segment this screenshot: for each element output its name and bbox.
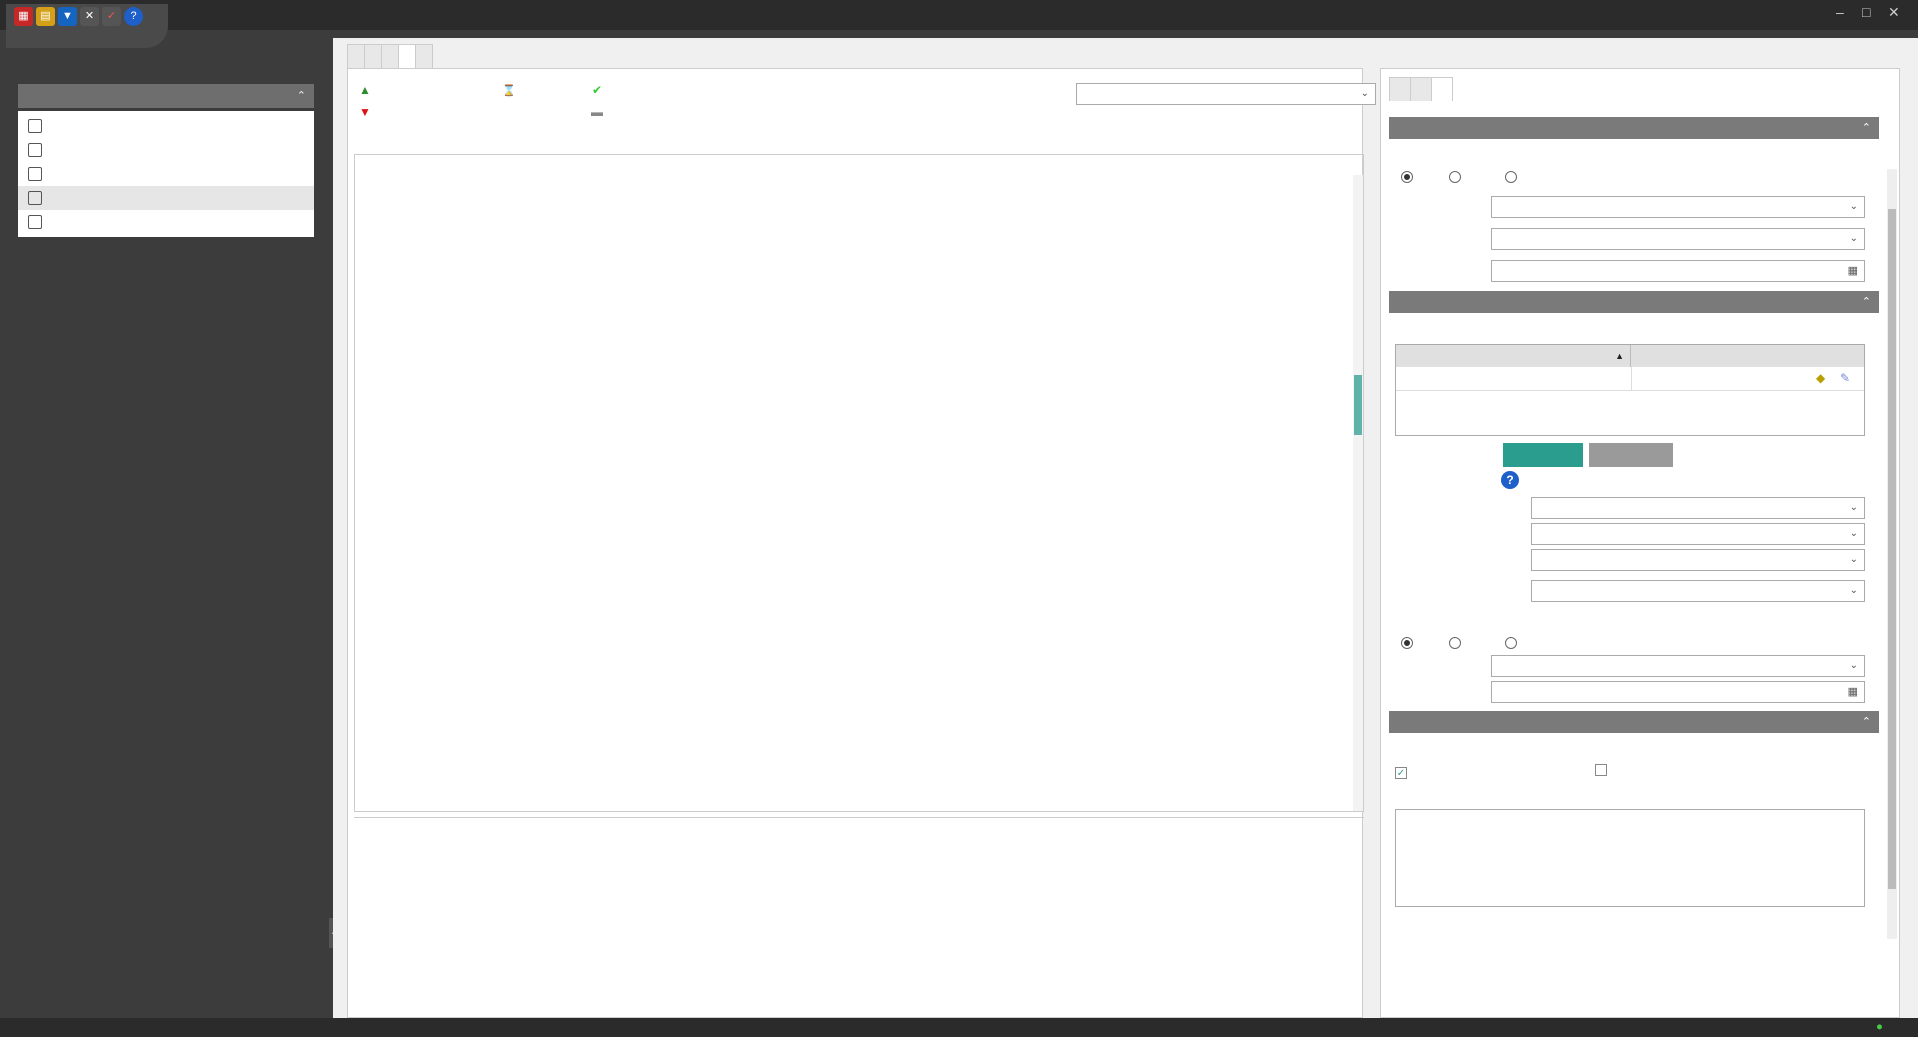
radio-ja-2[interactable] (1401, 636, 1417, 650)
sub-item-auswahlkriterien[interactable] (18, 138, 314, 162)
chevron-down-icon: ⌄ (1849, 660, 1858, 671)
main-area (333, 38, 1918, 1018)
help-icon[interactable]: ? (124, 7, 143, 26)
title-bar (0, 0, 1918, 30)
link-table (1395, 344, 1865, 436)
calendar-icon[interactable]: ▦ (1847, 686, 1858, 698)
section-1-header[interactable] (1389, 117, 1879, 139)
scrollbar-thumb[interactable] (1888, 209, 1896, 889)
chevron-down-icon: ⌄ (1849, 233, 1858, 244)
neu-button[interactable] (1503, 443, 1583, 467)
loeschen-button[interactable] (1589, 443, 1673, 467)
radio-nein-1[interactable] (1449, 170, 1465, 184)
chevron-down-icon: ⌄ (1849, 201, 1858, 212)
chevron-down-icon: ⌄ (1849, 528, 1858, 539)
sub-item-manuelle-recherche[interactable] (18, 162, 314, 186)
legend-positive (358, 83, 378, 97)
minimize-icon[interactable]: – (1836, 4, 1844, 20)
ausgewertet2-select[interactable] (1491, 655, 1865, 677)
document-icon (28, 215, 42, 229)
tab-suchkriterien[interactable] (347, 44, 365, 68)
edit-link-icon[interactable]: ✎ (1840, 371, 1851, 385)
chevron-up-icon: ⌃ (1861, 296, 1871, 308)
user-icon: ● (1876, 1021, 1883, 1033)
app-logo-icon: ▦ (14, 7, 33, 26)
filter-select[interactable] (1076, 83, 1376, 105)
checkbox-sicherheit[interactable] (1395, 763, 1411, 779)
spellcheck-icon[interactable]: ✓ (102, 7, 121, 26)
legend-not-started (590, 105, 610, 119)
chevron-down-icon: ⌄ (1849, 554, 1858, 565)
geraet-select[interactable] (1531, 497, 1865, 519)
sort-asc-icon: ▲ (1615, 351, 1624, 361)
tab-bewertung[interactable] (1431, 77, 1453, 101)
section-2-header[interactable] (1389, 291, 1879, 313)
checkbox-nutzen-risiko[interactable] (1595, 763, 1611, 777)
folder-icon[interactable]: ▤ (36, 7, 55, 26)
results-table (354, 154, 1364, 812)
checkbox-checked-icon: ✓ (1396, 768, 1406, 779)
tab-auswahlkriterien[interactable] (364, 44, 382, 68)
chevron-up-icon: ⌃ (1861, 716, 1871, 728)
bericht-select[interactable] (1531, 580, 1865, 602)
open-link-icon[interactable]: ◆ (1816, 371, 1826, 385)
auswahlkriterien-select[interactable] (1491, 196, 1865, 218)
maximize-icon[interactable]: □ (1862, 4, 1871, 20)
section-3-header[interactable] (1389, 711, 1879, 733)
chevron-down-icon: ⌄ (1849, 585, 1858, 596)
chevron-down-icon: ⌄ (1849, 502, 1858, 513)
tab-recherchen-bewertung[interactable] (398, 44, 416, 68)
document-search-icon (28, 191, 42, 205)
legend (354, 75, 894, 117)
save-icon[interactable]: ▼ (58, 7, 77, 26)
link-row[interactable] (1396, 367, 1864, 391)
sidebar-item-open[interactable] (18, 84, 314, 108)
tab-recherche[interactable] (1410, 77, 1432, 101)
abstract-panel (354, 817, 1364, 1017)
chevron-up-icon: ⌃ (1861, 122, 1871, 134)
sub-item-klinische-bewertungsanalyse[interactable] (18, 210, 314, 234)
scrollbar-thumb[interactable] (1354, 375, 1362, 435)
sidebar-submenu (18, 111, 314, 237)
fazit-textarea[interactable] (1395, 809, 1865, 907)
chevron-up-icon: ⌃ (296, 90, 306, 102)
filter-list-icon (28, 143, 42, 157)
tab-klinische-bewertungsanalyse[interactable] (415, 44, 433, 68)
results-panel (347, 68, 1369, 1018)
search-list-icon (28, 119, 42, 133)
chevron-down-icon: ⌄ (1360, 88, 1369, 99)
legend-negative (358, 105, 378, 119)
legend-done (590, 83, 610, 97)
right-tab-bar (1389, 77, 1452, 104)
calendar-icon[interactable]: ▦ (1847, 265, 1858, 277)
bewertet2-date[interactable] (1491, 681, 1865, 703)
bewertet-date[interactable] (1491, 260, 1865, 282)
help-icon[interactable]: ? (1501, 471, 1519, 489)
app-logo (6, 4, 168, 48)
radio-keins-1[interactable] (1505, 170, 1521, 184)
radio-nein-2[interactable] (1449, 636, 1465, 650)
col-verweis[interactable] (1631, 345, 1864, 367)
sidebar (18, 84, 314, 240)
sub-item-suchkriterien[interactable] (18, 114, 314, 138)
status-bar (0, 1018, 1918, 1037)
document-icon (28, 167, 42, 181)
tab-manuelle-recherche[interactable] (381, 44, 399, 68)
anwendung-select[interactable] (1531, 523, 1865, 545)
right-scrollbar[interactable] (1887, 169, 1897, 939)
thumbs-up-icon: ▲ (359, 83, 371, 97)
radio-keins-2[interactable] (1505, 636, 1521, 650)
hourglass-icon: ⌛ (502, 85, 516, 97)
legend-open (502, 83, 522, 97)
radio-ja-1[interactable] (1401, 170, 1417, 184)
tools-icon[interactable]: ✕ (80, 7, 99, 26)
table-scrollbar[interactable] (1353, 175, 1363, 811)
evaluation-panel (1380, 68, 1900, 1018)
tab-info[interactable] (1389, 77, 1411, 101)
patient-select[interactable] (1531, 549, 1865, 571)
close-icon[interactable]: ✕ (1888, 4, 1900, 20)
ausgewertet-select[interactable] (1491, 228, 1865, 250)
col-beschreibung[interactable] (1396, 345, 1631, 367)
tab-bar (347, 44, 432, 68)
dash-icon: ▬ (591, 105, 603, 119)
checkmark-icon: ✔ (591, 83, 603, 97)
thumbs-down-icon: ▼ (359, 105, 371, 119)
sub-item-recherchen-bewertung[interactable] (18, 186, 314, 210)
